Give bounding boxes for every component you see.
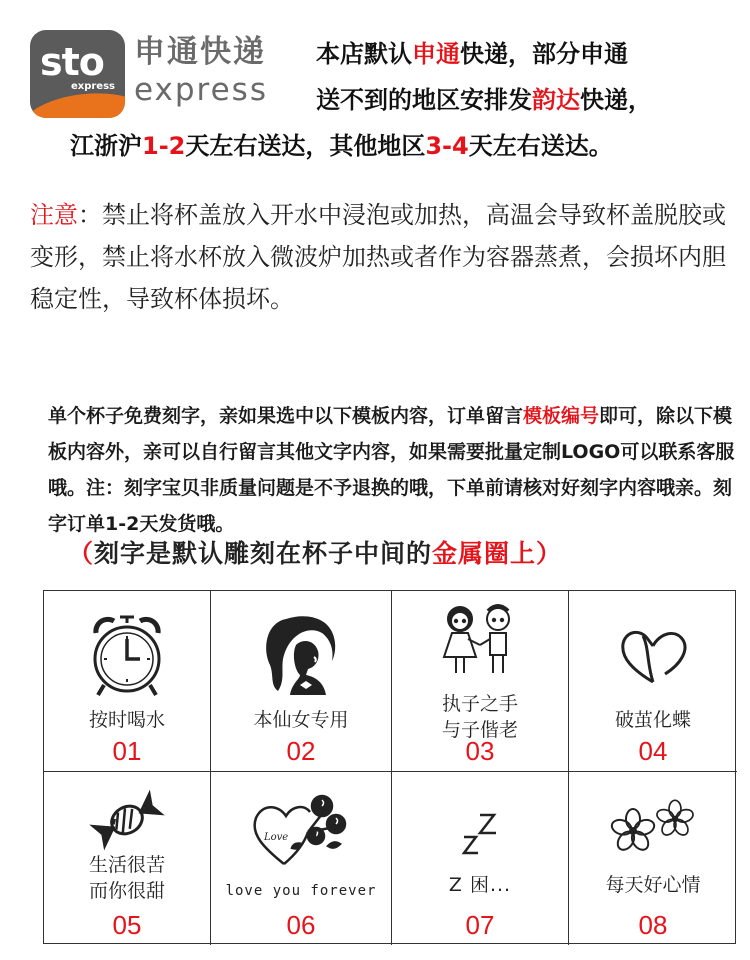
candy-icon xyxy=(87,785,167,855)
template-number: 07 xyxy=(465,910,495,940)
sleep-zzz-icon xyxy=(440,795,520,865)
shipping-text: 快递， xyxy=(580,86,652,114)
love-heart-roses-icon xyxy=(246,784,356,874)
template-number: 08 xyxy=(638,910,668,940)
logo-sub: express xyxy=(70,81,115,92)
paren-open: （ xyxy=(68,539,95,568)
engraving-instructions xyxy=(48,398,738,542)
brand-name-cn: 申通快递 xyxy=(134,34,266,70)
template-number: 01 xyxy=(112,736,142,766)
template-caption: love you forever xyxy=(225,883,377,899)
brand-name xyxy=(134,34,268,110)
template-caption: Z 困... xyxy=(448,874,512,896)
template-number: 03 xyxy=(465,736,495,766)
template-number: 06 xyxy=(286,910,316,940)
shipping-header xyxy=(0,0,750,180)
template-caption: 按时喝水 xyxy=(88,709,165,731)
shipping-text: 天左右送达。 xyxy=(468,132,613,160)
caption-line-1: 生活很苦 xyxy=(88,854,165,876)
brand-name-en: express xyxy=(134,72,268,108)
template-cell-04[interactable] xyxy=(569,591,737,772)
sto-logo xyxy=(30,30,125,118)
template-caption: 每天好心情 xyxy=(605,874,701,896)
shipping-line-1 xyxy=(316,38,628,70)
engrave-text: 即可，除以下模板内容外，亲可以自行留言其他文字内容，如果需要批量定制LOGO可以联系客服哦。注：刻字宝贝非质量问题是不予退换的哦，下单前请核对好刻字内容哦亲。刻字订单1-2天发货哦。 xyxy=(48,405,735,535)
carrier-sto: 申通 xyxy=(412,40,460,68)
template-cell-08[interactable] xyxy=(569,772,737,945)
template-cell-07[interactable] xyxy=(392,772,569,945)
caption-line-2: 与子偕老 xyxy=(441,719,518,741)
notice-paragraph xyxy=(30,194,730,320)
shipping-text: 天左右送达，其他地区 xyxy=(185,132,426,160)
caption-line-1: 执子之手 xyxy=(441,693,518,715)
shipping-line-2 xyxy=(316,84,652,116)
paren-close: ） xyxy=(536,539,563,568)
template-cell-05[interactable] xyxy=(44,772,211,945)
template-cell-02[interactable] xyxy=(211,591,392,772)
template-caption xyxy=(44,852,210,904)
delivery-days-local: 1-2 xyxy=(142,132,186,160)
template-caption: 破茧化蝶 xyxy=(614,709,691,731)
template-caption: 本仙女专用 xyxy=(253,709,349,731)
engrave-text: 单个杯子免费刻字，亲如果选中以下模板内容，订单留言 xyxy=(48,405,524,427)
shipping-line-3 xyxy=(70,130,613,162)
carrier-yunda: 韵达 xyxy=(532,86,580,114)
heart-icon xyxy=(613,614,693,694)
girl-silhouette-icon xyxy=(256,609,346,699)
shipping-text: 送不到的地区安排发 xyxy=(316,86,532,114)
engraving-location-note xyxy=(68,534,562,570)
shipping-text: 江浙沪 xyxy=(70,132,142,160)
heart-label: Love xyxy=(264,832,289,843)
location-text: 刻字是默认雕刻在杯子中间的 xyxy=(94,539,433,568)
template-cell-06[interactable] xyxy=(211,772,392,945)
metal-ring-highlight: 金属圈上 xyxy=(432,539,537,568)
alarm-clock-icon xyxy=(82,609,172,699)
logo-text: sto xyxy=(40,40,104,84)
notice-body: ：禁止将杯盖放入开水中浸泡或加热，高温会导致杯盖脱胶或变形，禁止将水杯放入微波炉加热或者作为容器蒸煮，会损坏内胆稳定性，导致杯体损坏。 xyxy=(30,201,726,313)
template-cell-01[interactable] xyxy=(44,591,211,772)
template-number-highlight: 模板编号 xyxy=(523,405,600,427)
shipping-text: 快递，部分申通 xyxy=(460,40,628,68)
template-number: 04 xyxy=(638,736,668,766)
template-number: 02 xyxy=(286,736,316,766)
flowers-icon xyxy=(603,791,703,861)
delivery-days-other: 3-4 xyxy=(425,132,469,160)
couple-holding-hands-icon xyxy=(430,599,530,679)
shipping-text: 本店默认 xyxy=(316,40,412,68)
template-number: 05 xyxy=(112,910,142,940)
notice-label: 注意 xyxy=(30,201,78,229)
template-grid xyxy=(43,590,736,944)
template-cell-03[interactable] xyxy=(392,591,569,772)
caption-line-2: 而你很甜 xyxy=(88,880,165,902)
